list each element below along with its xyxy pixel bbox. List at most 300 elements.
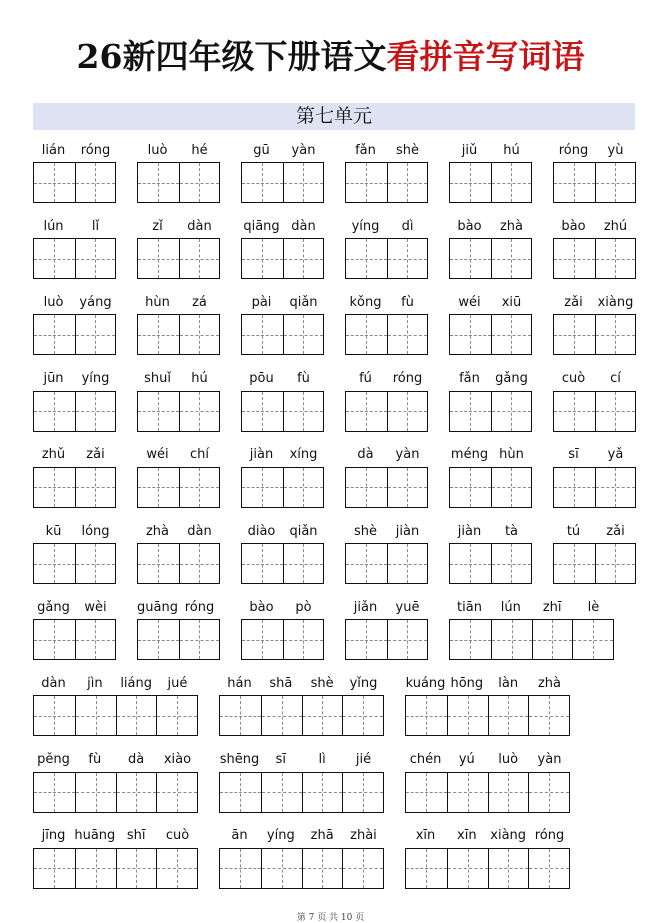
pinyin-line bbox=[219, 826, 384, 846]
tianzige-cell[interactable] bbox=[406, 849, 447, 888]
word-item bbox=[449, 369, 532, 433]
word-item bbox=[345, 521, 428, 585]
pinyin-syllable: tà bbox=[504, 523, 519, 539]
tianzige-cell[interactable] bbox=[75, 773, 116, 812]
tianzige-cell[interactable] bbox=[138, 315, 179, 354]
tianzige-cell[interactable] bbox=[406, 773, 447, 812]
tianzige-cell[interactable] bbox=[283, 163, 324, 202]
writing-boxes[interactable] bbox=[449, 238, 532, 279]
pinyin-syllable: xiàng bbox=[597, 294, 634, 310]
pinyin-syllable: jié bbox=[355, 752, 372, 768]
tianzige-cell[interactable] bbox=[302, 696, 343, 735]
writing-boxes[interactable] bbox=[33, 772, 198, 813]
writing-boxes[interactable] bbox=[137, 162, 220, 203]
tianzige-cell[interactable] bbox=[34, 468, 75, 507]
tianzige-cell[interactable] bbox=[283, 468, 324, 507]
tianzige-cell[interactable] bbox=[387, 163, 428, 202]
pinyin-syllable: fù bbox=[401, 294, 414, 310]
pinyin-syllable: zhà bbox=[145, 523, 170, 539]
pinyin-syllable: xiū bbox=[501, 294, 522, 310]
pinyin-syllable: lóng bbox=[81, 523, 110, 539]
tianzige-cell[interactable] bbox=[450, 315, 491, 354]
pinyin-syllable: róng bbox=[392, 371, 423, 387]
tianzige-cell[interactable] bbox=[346, 620, 387, 659]
word-item bbox=[241, 216, 324, 280]
word-item bbox=[241, 597, 324, 661]
word-item bbox=[345, 597, 428, 661]
word-item bbox=[553, 369, 636, 433]
pinyin-syllable: hú bbox=[503, 142, 520, 158]
writing-boxes[interactable] bbox=[405, 695, 570, 736]
tianzige-cell[interactable] bbox=[220, 773, 261, 812]
writing-boxes[interactable] bbox=[345, 238, 428, 279]
writing-boxes[interactable] bbox=[345, 619, 428, 660]
pinyin-syllable: róng bbox=[558, 142, 589, 158]
pinyin-syllable: jiǎn bbox=[353, 599, 378, 615]
tianzige-cell[interactable] bbox=[491, 163, 532, 202]
tianzige-cell[interactable] bbox=[179, 544, 220, 583]
tianzige-cell[interactable] bbox=[447, 696, 488, 735]
word-item bbox=[449, 292, 532, 356]
pinyin-syllable: lǐ bbox=[91, 218, 100, 234]
tianzige-cell[interactable] bbox=[179, 315, 220, 354]
pinyin-syllable: jīng bbox=[41, 828, 66, 844]
tianzige-cell[interactable] bbox=[346, 315, 387, 354]
writing-boxes[interactable] bbox=[33, 238, 116, 279]
writing-boxes[interactable] bbox=[137, 543, 220, 584]
writing-boxes[interactable] bbox=[241, 467, 324, 508]
tianzige-cell[interactable] bbox=[532, 620, 573, 659]
pinyin-line bbox=[553, 369, 636, 389]
tianzige-cell[interactable] bbox=[34, 544, 75, 583]
pinyin-line bbox=[33, 521, 116, 541]
pinyin-syllable: shuǐ bbox=[144, 371, 171, 387]
tianzige-cell[interactable] bbox=[75, 392, 116, 431]
tianzige-cell[interactable] bbox=[595, 468, 636, 507]
writing-boxes[interactable] bbox=[241, 162, 324, 203]
tianzige-cell[interactable] bbox=[34, 620, 75, 659]
tianzige-cell[interactable] bbox=[116, 773, 157, 812]
pinyin-line bbox=[241, 292, 324, 312]
tianzige-cell[interactable] bbox=[387, 239, 428, 278]
tianzige-cell[interactable] bbox=[447, 849, 488, 888]
pinyin-line bbox=[449, 597, 614, 617]
pinyin-syllable: xiào bbox=[163, 752, 192, 768]
pinyin-syllable: làn bbox=[498, 675, 519, 691]
pinyin-line bbox=[449, 521, 532, 541]
pinyin-syllable: jiǔ bbox=[461, 142, 478, 158]
pinyin-line bbox=[449, 292, 532, 312]
tianzige-cell[interactable] bbox=[554, 163, 595, 202]
pinyin-line bbox=[33, 292, 116, 312]
tianzige-cell[interactable] bbox=[75, 163, 116, 202]
tianzige-cell[interactable] bbox=[34, 315, 75, 354]
word-item bbox=[241, 292, 324, 356]
word-item bbox=[219, 750, 384, 814]
tianzige-cell[interactable] bbox=[116, 849, 157, 888]
pinyin-syllable: hōng bbox=[450, 675, 484, 691]
writing-boxes[interactable] bbox=[405, 772, 570, 813]
pinyin-syllable: jué bbox=[167, 675, 188, 691]
pinyin-syllable: kuáng bbox=[405, 675, 446, 691]
tianzige-cell[interactable] bbox=[342, 849, 383, 888]
tianzige-cell[interactable] bbox=[75, 849, 116, 888]
tianzige-cell[interactable] bbox=[179, 239, 220, 278]
writing-boxes[interactable] bbox=[241, 238, 324, 279]
writing-boxes[interactable] bbox=[449, 619, 614, 660]
tianzige-cell[interactable] bbox=[554, 392, 595, 431]
tianzige-cell[interactable] bbox=[242, 163, 283, 202]
pinyin-syllable: cí bbox=[610, 371, 621, 387]
tianzige-cell[interactable] bbox=[261, 773, 302, 812]
pinyin-syllable: zhà bbox=[537, 675, 561, 691]
writing-boxes[interactable] bbox=[137, 391, 220, 432]
writing-boxes[interactable] bbox=[345, 162, 428, 203]
pinyin-line bbox=[449, 140, 532, 160]
pinyin-syllable: wéi bbox=[458, 294, 481, 310]
pinyin-syllable: hé bbox=[191, 142, 208, 158]
writing-boxes[interactable] bbox=[33, 619, 116, 660]
writing-boxes[interactable] bbox=[33, 848, 198, 889]
pinyin-syllable: cuò bbox=[165, 828, 190, 844]
writing-boxes[interactable] bbox=[241, 314, 324, 355]
tianzige-cell[interactable] bbox=[34, 849, 75, 888]
writing-boxes[interactable] bbox=[553, 162, 636, 203]
tianzige-cell[interactable] bbox=[491, 392, 532, 431]
tianzige-cell[interactable] bbox=[75, 315, 116, 354]
pinyin-syllable: hú bbox=[191, 371, 208, 387]
writing-boxes[interactable] bbox=[137, 619, 220, 660]
writing-boxes[interactable] bbox=[219, 772, 384, 813]
pinyin-syllable: zǎi bbox=[606, 523, 625, 539]
pinyin-syllable: chén bbox=[409, 752, 442, 768]
pinyin-syllable: yú bbox=[458, 752, 475, 768]
pinyin-syllable: gū bbox=[253, 142, 270, 158]
writing-boxes[interactable] bbox=[553, 543, 636, 584]
tianzige-cell[interactable] bbox=[554, 239, 595, 278]
tianzige-cell[interactable] bbox=[138, 468, 179, 507]
writing-boxes[interactable] bbox=[345, 467, 428, 508]
tianzige-cell[interactable] bbox=[138, 239, 179, 278]
tianzige-cell[interactable] bbox=[450, 468, 491, 507]
pinyin-line bbox=[449, 445, 532, 465]
tianzige-cell[interactable] bbox=[450, 544, 491, 583]
tianzige-cell[interactable] bbox=[34, 163, 75, 202]
tianzige-cell[interactable] bbox=[595, 163, 636, 202]
pinyin-syllable: luò bbox=[498, 752, 519, 768]
tianzige-cell[interactable] bbox=[595, 392, 636, 431]
word-item bbox=[449, 597, 614, 661]
pinyin-syllable: qiǎn bbox=[289, 294, 318, 310]
writing-boxes[interactable] bbox=[33, 314, 116, 355]
writing-boxes[interactable] bbox=[33, 391, 116, 432]
tianzige-cell[interactable] bbox=[242, 468, 283, 507]
tianzige-cell[interactable] bbox=[491, 315, 532, 354]
pinyin-syllable: fù bbox=[88, 752, 102, 768]
pinyin-syllable: shè bbox=[310, 675, 334, 691]
tianzige-cell[interactable] bbox=[491, 468, 532, 507]
tianzige-cell[interactable] bbox=[220, 849, 261, 888]
word-item bbox=[553, 445, 636, 509]
word-item bbox=[345, 292, 428, 356]
pinyin-line bbox=[345, 521, 428, 541]
tianzige-cell[interactable] bbox=[528, 696, 569, 735]
pinyin-syllable: zhā bbox=[310, 828, 334, 844]
tianzige-cell[interactable] bbox=[450, 163, 491, 202]
writing-boxes[interactable] bbox=[345, 391, 428, 432]
tianzige-cell[interactable] bbox=[242, 620, 283, 659]
pinyin-syllable: lián bbox=[41, 142, 66, 158]
tianzige-cell[interactable] bbox=[283, 392, 324, 431]
writing-boxes[interactable] bbox=[345, 543, 428, 584]
pinyin-line bbox=[345, 216, 428, 236]
word-item bbox=[137, 369, 220, 433]
writing-boxes[interactable] bbox=[137, 314, 220, 355]
tianzige-cell[interactable] bbox=[75, 544, 116, 583]
pinyin-syllable: jìn bbox=[87, 675, 103, 691]
tianzige-cell[interactable] bbox=[242, 544, 283, 583]
pinyin-syllable: pěng bbox=[37, 752, 70, 768]
word-item bbox=[405, 750, 570, 814]
pinyin-syllable: fǎn bbox=[355, 142, 376, 158]
pinyin-syllable: yǎ bbox=[607, 447, 624, 463]
tianzige-cell[interactable] bbox=[450, 392, 491, 431]
writing-boxes[interactable] bbox=[449, 391, 532, 432]
tianzige-cell[interactable] bbox=[595, 239, 636, 278]
tianzige-cell[interactable] bbox=[528, 849, 569, 888]
writing-boxes[interactable] bbox=[33, 162, 116, 203]
pinyin-line bbox=[345, 597, 428, 617]
writing-boxes[interactable] bbox=[33, 695, 198, 736]
pinyin-line bbox=[553, 521, 636, 541]
writing-boxes[interactable] bbox=[33, 543, 116, 584]
tianzige-cell[interactable] bbox=[554, 468, 595, 507]
pinyin-syllable: jiàn bbox=[395, 523, 420, 539]
tianzige-cell[interactable] bbox=[491, 620, 532, 659]
pinyin-syllable: shā bbox=[269, 675, 293, 691]
tianzige-cell[interactable] bbox=[488, 696, 529, 735]
tianzige-cell[interactable] bbox=[34, 239, 75, 278]
tianzige-cell[interactable] bbox=[138, 620, 179, 659]
pinyin-syllable: lè bbox=[587, 599, 600, 615]
tianzige-cell[interactable] bbox=[387, 544, 428, 583]
pinyin-syllable: hán bbox=[227, 675, 252, 691]
tianzige-cell[interactable] bbox=[488, 849, 529, 888]
pinyin-line bbox=[137, 445, 220, 465]
pinyin-line bbox=[137, 521, 220, 541]
tianzige-cell[interactable] bbox=[156, 849, 197, 888]
pinyin-syllable: shè bbox=[395, 142, 419, 158]
tianzige-cell[interactable] bbox=[528, 773, 569, 812]
pinyin-line bbox=[241, 597, 324, 617]
writing-boxes[interactable] bbox=[137, 238, 220, 279]
writing-boxes[interactable] bbox=[553, 391, 636, 432]
word-item bbox=[449, 445, 532, 509]
pinyin-syllable: xīn bbox=[457, 828, 477, 844]
tianzige-cell[interactable] bbox=[572, 620, 613, 659]
writing-boxes[interactable] bbox=[241, 391, 324, 432]
tianzige-cell[interactable] bbox=[450, 620, 491, 659]
tianzige-cell[interactable] bbox=[554, 544, 595, 583]
tianzige-cell[interactable] bbox=[346, 163, 387, 202]
tianzige-cell[interactable] bbox=[387, 620, 428, 659]
tianzige-cell[interactable] bbox=[283, 315, 324, 354]
pinyin-line bbox=[33, 369, 116, 389]
tianzige-cell[interactable] bbox=[387, 468, 428, 507]
tianzige-cell[interactable] bbox=[156, 773, 197, 812]
pinyin-syllable: zhǔ bbox=[41, 447, 66, 463]
word-item bbox=[241, 445, 324, 509]
tianzige-cell[interactable] bbox=[242, 239, 283, 278]
tianzige-cell[interactable] bbox=[156, 696, 197, 735]
word-item bbox=[33, 750, 198, 814]
pinyin-syllable: xiàng bbox=[490, 828, 527, 844]
pinyin-line bbox=[137, 140, 220, 160]
pinyin-syllable: sī bbox=[568, 447, 579, 463]
tianzige-cell[interactable] bbox=[75, 696, 116, 735]
word-item bbox=[553, 216, 636, 280]
page-footer: 第 7 页 共 10 页 bbox=[296, 913, 365, 923]
tianzige-cell[interactable] bbox=[75, 620, 116, 659]
word-item bbox=[137, 445, 220, 509]
tianzige-cell[interactable] bbox=[179, 163, 220, 202]
tianzige-cell[interactable] bbox=[179, 620, 220, 659]
tianzige-cell[interactable] bbox=[488, 773, 529, 812]
pinyin-line bbox=[405, 673, 570, 693]
pinyin-syllable: yáng bbox=[79, 294, 112, 310]
tianzige-cell[interactable] bbox=[387, 315, 428, 354]
pinyin-syllable: shī bbox=[126, 828, 146, 844]
pinyin-syllable: zǎi bbox=[564, 294, 583, 310]
tianzige-cell[interactable] bbox=[283, 620, 324, 659]
pinyin-line bbox=[241, 521, 324, 541]
writing-boxes[interactable] bbox=[553, 467, 636, 508]
pinyin-syllable: diào bbox=[247, 523, 276, 539]
word-item bbox=[137, 216, 220, 280]
writing-boxes[interactable] bbox=[449, 314, 532, 355]
writing-boxes[interactable] bbox=[405, 848, 570, 889]
pinyin-line bbox=[553, 445, 636, 465]
tianzige-cell[interactable] bbox=[116, 696, 157, 735]
tianzige-cell[interactable] bbox=[220, 696, 261, 735]
pinyin-line bbox=[137, 292, 220, 312]
tianzige-cell[interactable] bbox=[34, 773, 75, 812]
tianzige-cell[interactable] bbox=[138, 544, 179, 583]
word-item bbox=[449, 140, 532, 204]
pinyin-syllable: yǐng bbox=[349, 675, 378, 691]
pinyin-line bbox=[241, 369, 324, 389]
tianzige-cell[interactable] bbox=[283, 544, 324, 583]
word-item bbox=[345, 369, 428, 433]
pinyin-line bbox=[33, 597, 116, 617]
tianzige-cell[interactable] bbox=[346, 544, 387, 583]
pinyin-syllable: pò bbox=[295, 599, 312, 615]
tianzige-cell[interactable] bbox=[491, 239, 532, 278]
pinyin-syllable: dàn bbox=[41, 675, 66, 691]
word-item bbox=[33, 521, 116, 585]
tianzige-cell[interactable] bbox=[179, 392, 220, 431]
pinyin-syllable: yàn bbox=[395, 447, 420, 463]
word-item bbox=[553, 521, 636, 585]
tianzige-cell[interactable] bbox=[138, 392, 179, 431]
pinyin-line bbox=[33, 673, 198, 693]
pinyin-syllable: tiān bbox=[457, 599, 482, 615]
pinyin-syllable: méng bbox=[450, 447, 489, 463]
writing-boxes[interactable] bbox=[137, 467, 220, 508]
title-red: 看拼音写词语 bbox=[386, 37, 585, 76]
pinyin-syllable: jiàn bbox=[249, 447, 274, 463]
pinyin-syllable: lún bbox=[500, 599, 521, 615]
writing-boxes[interactable] bbox=[553, 314, 636, 355]
pinyin-syllable: luò bbox=[43, 294, 64, 310]
unit-banner: 第七单元 bbox=[33, 103, 635, 130]
tianzige-cell[interactable] bbox=[302, 849, 343, 888]
pinyin-line bbox=[33, 750, 198, 770]
pinyin-syllable: zhú bbox=[603, 218, 628, 234]
pinyin-syllable: jiàn bbox=[457, 523, 482, 539]
tianzige-cell[interactable] bbox=[406, 696, 447, 735]
tianzige-cell[interactable] bbox=[450, 239, 491, 278]
pinyin-line bbox=[449, 216, 532, 236]
tianzige-cell[interactable] bbox=[387, 392, 428, 431]
writing-boxes[interactable] bbox=[449, 543, 532, 584]
tianzige-cell[interactable] bbox=[346, 239, 387, 278]
tianzige-cell[interactable] bbox=[302, 773, 343, 812]
pinyin-syllable: qiǎn bbox=[289, 523, 318, 539]
tianzige-cell[interactable] bbox=[447, 773, 488, 812]
writing-boxes[interactable] bbox=[449, 467, 532, 508]
pinyin-syllable: jūn bbox=[43, 371, 64, 387]
writing-boxes[interactable] bbox=[449, 162, 532, 203]
tianzige-cell[interactable] bbox=[342, 696, 383, 735]
writing-boxes[interactable] bbox=[219, 848, 384, 889]
pinyin-syllable: yàn bbox=[291, 142, 316, 158]
pinyin-syllable: liáng bbox=[120, 675, 152, 691]
writing-boxes[interactable] bbox=[219, 695, 384, 736]
tianzige-cell[interactable] bbox=[261, 849, 302, 888]
pinyin-line bbox=[137, 597, 220, 617]
tianzige-cell[interactable] bbox=[242, 315, 283, 354]
tianzige-cell[interactable] bbox=[138, 163, 179, 202]
tianzige-cell[interactable] bbox=[75, 468, 116, 507]
writing-boxes[interactable] bbox=[33, 467, 116, 508]
tianzige-cell[interactable] bbox=[595, 315, 636, 354]
word-item bbox=[219, 673, 384, 737]
tianzige-cell[interactable] bbox=[242, 392, 283, 431]
pinyin-line bbox=[33, 826, 198, 846]
tianzige-cell[interactable] bbox=[595, 544, 636, 583]
tianzige-cell[interactable] bbox=[179, 468, 220, 507]
tianzige-cell[interactable] bbox=[346, 392, 387, 431]
writing-boxes[interactable] bbox=[553, 238, 636, 279]
tianzige-cell[interactable] bbox=[261, 696, 302, 735]
writing-boxes[interactable] bbox=[241, 619, 324, 660]
pinyin-line bbox=[241, 216, 324, 236]
writing-boxes[interactable] bbox=[241, 543, 324, 584]
word-item bbox=[553, 140, 636, 204]
tianzige-cell[interactable] bbox=[75, 239, 116, 278]
tianzige-cell[interactable] bbox=[346, 468, 387, 507]
word-item bbox=[449, 216, 532, 280]
tianzige-cell[interactable] bbox=[283, 239, 324, 278]
writing-boxes[interactable] bbox=[345, 314, 428, 355]
word-item bbox=[241, 140, 324, 204]
tianzige-cell[interactable] bbox=[34, 392, 75, 431]
tianzige-cell[interactable] bbox=[554, 315, 595, 354]
tianzige-cell[interactable] bbox=[34, 696, 75, 735]
tianzige-cell[interactable] bbox=[342, 773, 383, 812]
tianzige-cell[interactable] bbox=[491, 544, 532, 583]
